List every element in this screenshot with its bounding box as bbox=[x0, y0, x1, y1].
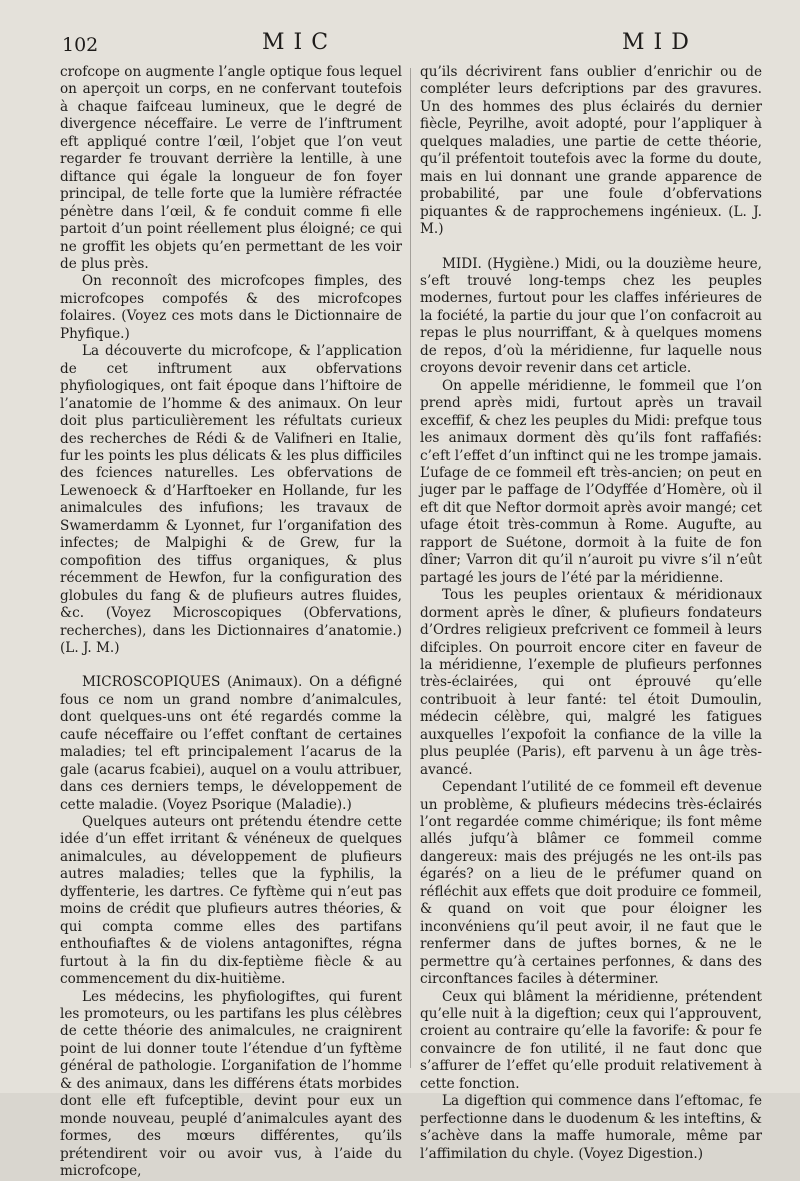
paragraph: La découverte du microfcope, & l’application de cet inftrument aux obfervations phyfiologiques, ont fait époque dans l’hiftoire de l’anatomie de l’homme & des animaux. On leur doit plus particulièrement les réfultats curieux des recherches de Rédi & de Valifneri en Italie, fur les points les plus délicats & les plus difficiles des fciences naturelles. Les obfervations de Lewenoeck & d’Harftoeker en Hollande, fur les animalcules des infufions; les travaux de Swamerdamm & Lyonnet, fur l’organifation des infectes; de Malpighi & de Grew, fur la compofition des tiffus organiques, & plus récemment de Hewfon, fur la configuration des globules du fang & de plufieurs autres fluides, &c. (Voyez Microscopiques (Obfervations, recherches), dans les Dictionnaires d’anatomie.) (L. J. M.) bbox=[60, 343, 402, 656]
paragraph: On appelle méridienne, le fommeil que l’on prend après midi, furtout après un travail exceffif, & chez les peuples du Midi: prefque tous les animaux dorment dès qu’ils font raffafiés: c’eft l’effet d’un inftinct qui ne les trompe jamais. L’ufage de ce fommeil eft très-ancien; on peut en juger par le paffage de l’Odyffée d’Homère, où il eft dit que Neftor dormoit après avoir mangé; cet ufage étoit très-commun à Rome. Augufte, au rapport de Suétone, dormoit à la fuite de fon dîner; Varron dit qu’il n’auroit pu vivre s’il n’eût partagé les jours de l’été par la méridienne. bbox=[420, 377, 762, 586]
paragraph: Les médecins, les phyfiologiftes, qui furent les promoteurs, ou les partifans les plus célèbres de cette théorie des animalcules, ne craignirent point de lui donner toute l’étendue d’un fyftème général de pathologie. L’organifation de l’homme & des animaux, dans les différens états morbides dont elle eft fufceptible, devint pour eux un monde nouveau, peuplé d’animalcules ayant des formes, des mœurs différentes, qu’ils prétendirent voir ou avoir vus, à l’aide du microfcope, bbox=[60, 988, 402, 1180]
paragraph: La digeftion qui commence dans l’eftomac, fe perfectionne dans le duodenum & les inteftins, & s’achève dans la maffe humorale, même par l’affimilation du chyle. (Voyez Digestion.) bbox=[420, 1093, 762, 1162]
paragraph: Ceux qui blâment la méridienne, prétendent qu’elle nuit à la digeftion; ceux qui l’approuvent, croient au contraire qu’elle la favorife: & pour fe convaincre de fon utilité, il ne faut donc que s’affurer de l’effet qu’elle produit relativement à cette fonction. bbox=[420, 988, 762, 1092]
page-header bbox=[62, 30, 760, 60]
running-head-right: MID bbox=[622, 30, 698, 55]
paragraph: Cependant l’utilité de ce fommeil eft devenue un problème, & plufieurs médecins très-éclairés l’ont regardée comme chimérique; ils font même allés jufqu’à blâmer ce fommeil comme dangereux: mais des préjugés ne les ont-ils pas égarés? on a lieu de le préfumer quand on réfléchit aux effets que doit produire ce fommeil, & quand on voit que pour éloigner les inconvéniens qu’il peut avoir, il ne faut que le renfermer dans de juftes bornes, & ne le permettre qu’à certaines perfonnes, & dans des circonftances faciles à déterminer. bbox=[420, 779, 762, 988]
paragraph: qu’ils décrivirent fans oublier d’enrichir ou de compléter leurs defcriptions par des gravures. Un des hommes des plus éclairés du dernier fiècle, Peyrilhe, avoit adopté, pour l’appliquer à quelques maladies, une partie de cette théorie, qu’il préfentoit toutefois avec la forme du doute, mais en lui donnant une grande apparence de probabilité, par une foule d’obfervations piquantes & de rapprochemens ingénieux. (L. J. M.) bbox=[420, 64, 762, 238]
paragraph: On reconnoît des microfcopes fimples, des microfcopes compofés & des microfcopes folaires. (Voyez ces mots dans le Dictionnaire de Phyfique.) bbox=[60, 273, 402, 342]
page-number: 102 bbox=[62, 34, 99, 56]
paragraph: Tous les peuples orientaux & méridionaux dorment après le dîner, & plufieurs fondateurs d’Ordres religieux prefcrivent ce fommeil à leurs difciples. On pourroit encore citer en faveur de la méridienne, l’exemple de plufieurs perfonnes très-éclairées, qui ont éprouvé qu’elle contribuoit à leur fanté: tel étoit Dumoulin, médecin célèbre, qui, malgré les fatigues auxquelles l’expofoit la confiance de la ville la plus peuplée (Paris), eft parvenu à un âge très-avancé. bbox=[420, 587, 762, 778]
paragraph: Quelques auteurs ont prétendu étendre cette idée d’un effet irritant & vénéneux de quelques animalcules, au développement de plufieurs autres maladies; telles que la fyphilis, la dyffenterie, les dartres. Ce fyftème qui n’eut pas moins de crédit que plufieurs autres théories, & qui compta comme elles des partifans enthoufiaftes & de violens antagoniftes, régna furtout à la fin du dix-feptième fiècle & au commencement du dix-huitième. bbox=[60, 814, 402, 988]
paragraph: crofcope on augmente l’angle optique fous lequel on aperçoit un corps, en ne confervant toutefois à chaque faifceau lumineux, que le degré de divergence néceffaire. Le verre de l’inftrument eft appliqué contre l’œil, l’objet que l’on veut regarder fe trouvant derrière la lentille, à une diftance qui égale la longueur de fon foyer principal, de telle forte que la lumière réfractée pénètre dans l’œil, & fe conduit comme fi elle partoit d’un point réellement plus éloigné; ce qui ne groffit les objets qu’en permettant de les voir de plus près. bbox=[60, 64, 402, 272]
running-head-left: MIC bbox=[262, 30, 338, 55]
right-column bbox=[420, 64, 762, 1163]
left-column bbox=[60, 64, 402, 1181]
entry-microscopiques: MICROSCOPIQUES (Animaux). On a défigné fous ce nom un grand nombre d’animalcules, dont quelques-uns ont été regardés comme la caufe néceffaire ou l’effet conftant de certaines maladies; tel eft principalement l’acarus de la gale (acarus fcabiei), auquel on a voulu attribuer, dans ces derniers temps, le développement de cette maladie. (Voyez Psorique (Maladie).) bbox=[60, 674, 402, 813]
entry-midi: MIDI. (Hygiène.) Midi, ou la douzième heure, s’eft trouvé long-temps chez les peuples modernes, furtout pour les claffes inférieures de la fociété, la partie du jour que l’on confacroit au repas le plus nourriffant, & à quelques momens de repos, d’où la méridienne, fur laquelle nous croyons devoir revenir dans cet article. bbox=[420, 255, 762, 377]
column-divider bbox=[410, 68, 411, 1068]
